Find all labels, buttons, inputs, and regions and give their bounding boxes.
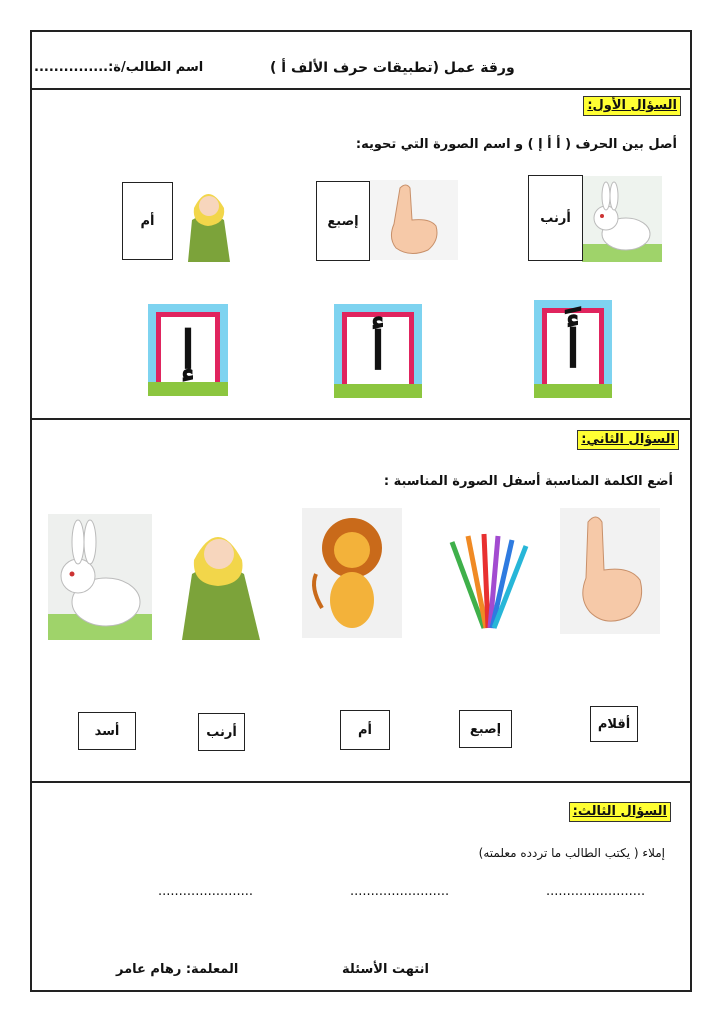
grass-decoration — [334, 384, 422, 398]
dictation-line-1[interactable]: ........................ — [546, 884, 646, 899]
dictation-line-2[interactable]: ........................ — [350, 884, 450, 899]
divider-header — [30, 88, 692, 90]
rabbit-image — [48, 514, 152, 640]
q1-heading: السؤال الأول: — [583, 96, 681, 116]
q1-instruction: أصل بين الحرف ( أ أ إ ) و اسم الصورة التي تحويه: — [355, 137, 677, 152]
teacher-name: المعلمة: رهام عامر — [116, 962, 239, 977]
word-box-rabbit[interactable]: أرنب — [198, 713, 245, 751]
q2-heading: السؤال الثاني: — [577, 430, 679, 450]
word-box-finger[interactable]: إصبع — [459, 710, 512, 748]
q3-instruction: إملاء ( يكتب الطالب ما تردده معلمته) — [478, 846, 665, 860]
grass-decoration — [534, 384, 612, 398]
worksheet-title: ورقة عمل (تطبيقات حرف الألف أ ) — [270, 60, 515, 76]
divider-q2 — [30, 781, 692, 783]
student-name-field[interactable]: اسم الطالب/ة:............... — [34, 60, 204, 75]
grass-decoration — [148, 382, 228, 396]
letter-card-3-letter: إ — [156, 312, 220, 388]
letter-card-3[interactable] — [148, 304, 228, 396]
end-of-questions: انتهت الأسئلة — [342, 962, 429, 977]
lion-image — [302, 508, 402, 638]
rabbit-image — [582, 176, 662, 262]
divider-q1 — [30, 418, 692, 420]
word-box-mother[interactable]: أم — [340, 710, 390, 750]
word-box-rabbit[interactable]: أرنب — [528, 175, 583, 261]
letter-card-1-letter: أَ — [542, 308, 604, 390]
q3-heading: السؤال الثالث: — [569, 802, 671, 822]
word-box-mother[interactable]: أم — [122, 182, 173, 260]
finger-image — [560, 508, 660, 634]
word-box-lion[interactable]: أسد — [78, 712, 136, 750]
q2-instruction: أضع الكلمة المناسبة أسفل الصورة المناسبة : — [383, 474, 673, 489]
letter-card-2[interactable] — [334, 304, 422, 398]
letter-card-1[interactable] — [534, 300, 612, 398]
word-box-pencils[interactable]: أقلام — [590, 706, 638, 742]
mother-image — [174, 180, 242, 262]
letter-card-2-letter: أ — [342, 312, 414, 390]
finger-image — [370, 180, 458, 260]
mother-image — [172, 514, 266, 640]
word-box-finger[interactable]: إصبع — [316, 181, 370, 261]
pencils-image — [440, 528, 532, 636]
dictation-line-3[interactable]: ....................... — [158, 884, 254, 899]
